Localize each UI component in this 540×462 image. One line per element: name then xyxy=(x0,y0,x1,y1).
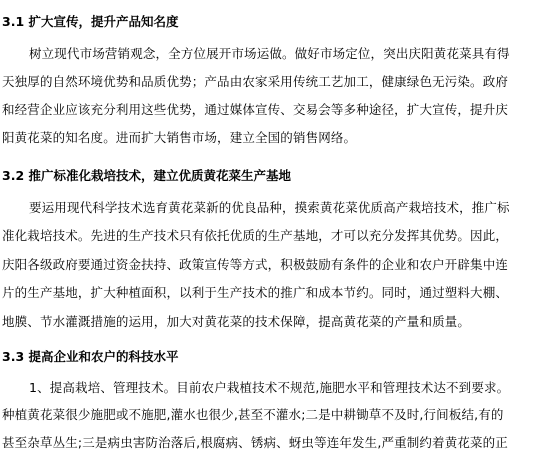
section-heading-3-2: 3.2 推广标准化栽培技术，建立优质黄花菜生产基地 xyxy=(2,168,291,183)
paragraph-line: 片的生产基地，扩大种植面积，以利于生产技术的推广和成本节约。同时，通过塑料大棚、 xyxy=(2,285,509,300)
section-heading-3-3: 3.3 提高企业和农户的科技水平 xyxy=(2,349,179,364)
paragraph-line: 甚至杂草丛生;三是病虫害防治落后,根腐病、锈病、蚜虫等连年发生,严重制约着黄花菜的正 xyxy=(2,435,508,450)
paragraph-line: 1、提高栽培、管理技术。目前农户栽植技术不规范,施肥水平和管理技术达不到要求。 xyxy=(29,380,510,395)
paragraph-line: 树立现代市场营销观念，全方位展开市场运做。做好市场定位，突出庆阳黄花菜具有得 xyxy=(29,46,510,61)
paragraph-line: 地膜、节水灌溉措施的运用，加大对黄花菜的技术保障，提高黄花菜的产量和质量。 xyxy=(2,314,471,329)
paragraph-line: 要运用现代科学技术选育黄花菜新的优良品种，摸索黄花菜优质高产栽培技术，推广标 xyxy=(29,200,510,215)
paragraph-line: 阳黄花菜的知名度。进而扩大销售市场，建立全国的销售网络。 xyxy=(2,130,357,145)
paragraph-line: 天独厚的自然环境优势和品质优势；产品由农家采用传统工艺加工，健康绿色无污染。政府 xyxy=(2,74,509,89)
paragraph-line: 种植黄花菜很少施肥或不施肥,灌水也很少,甚至不灌水;二是中耕锄草不及时,行间板结,有的 xyxy=(2,407,504,422)
paragraph-line: 准化栽培技术。先进的生产技术只有依托优质的生产基地，才可以充分发挥其优势。因此， xyxy=(2,228,509,243)
section-heading-3-1: 3.1 扩大宣传，提升产品知名度 xyxy=(2,14,179,29)
paragraph-line: 庆阳各级政府要通过资金扶持、政策宣传等方式，积极鼓励有条件的企业和农户开辟集中连 xyxy=(2,257,509,272)
paragraph-line: 和经营企业应该充分利用这些优势，通过媒体宣传、交易会等多种途径，扩大宣传，提升庆 xyxy=(2,102,509,117)
